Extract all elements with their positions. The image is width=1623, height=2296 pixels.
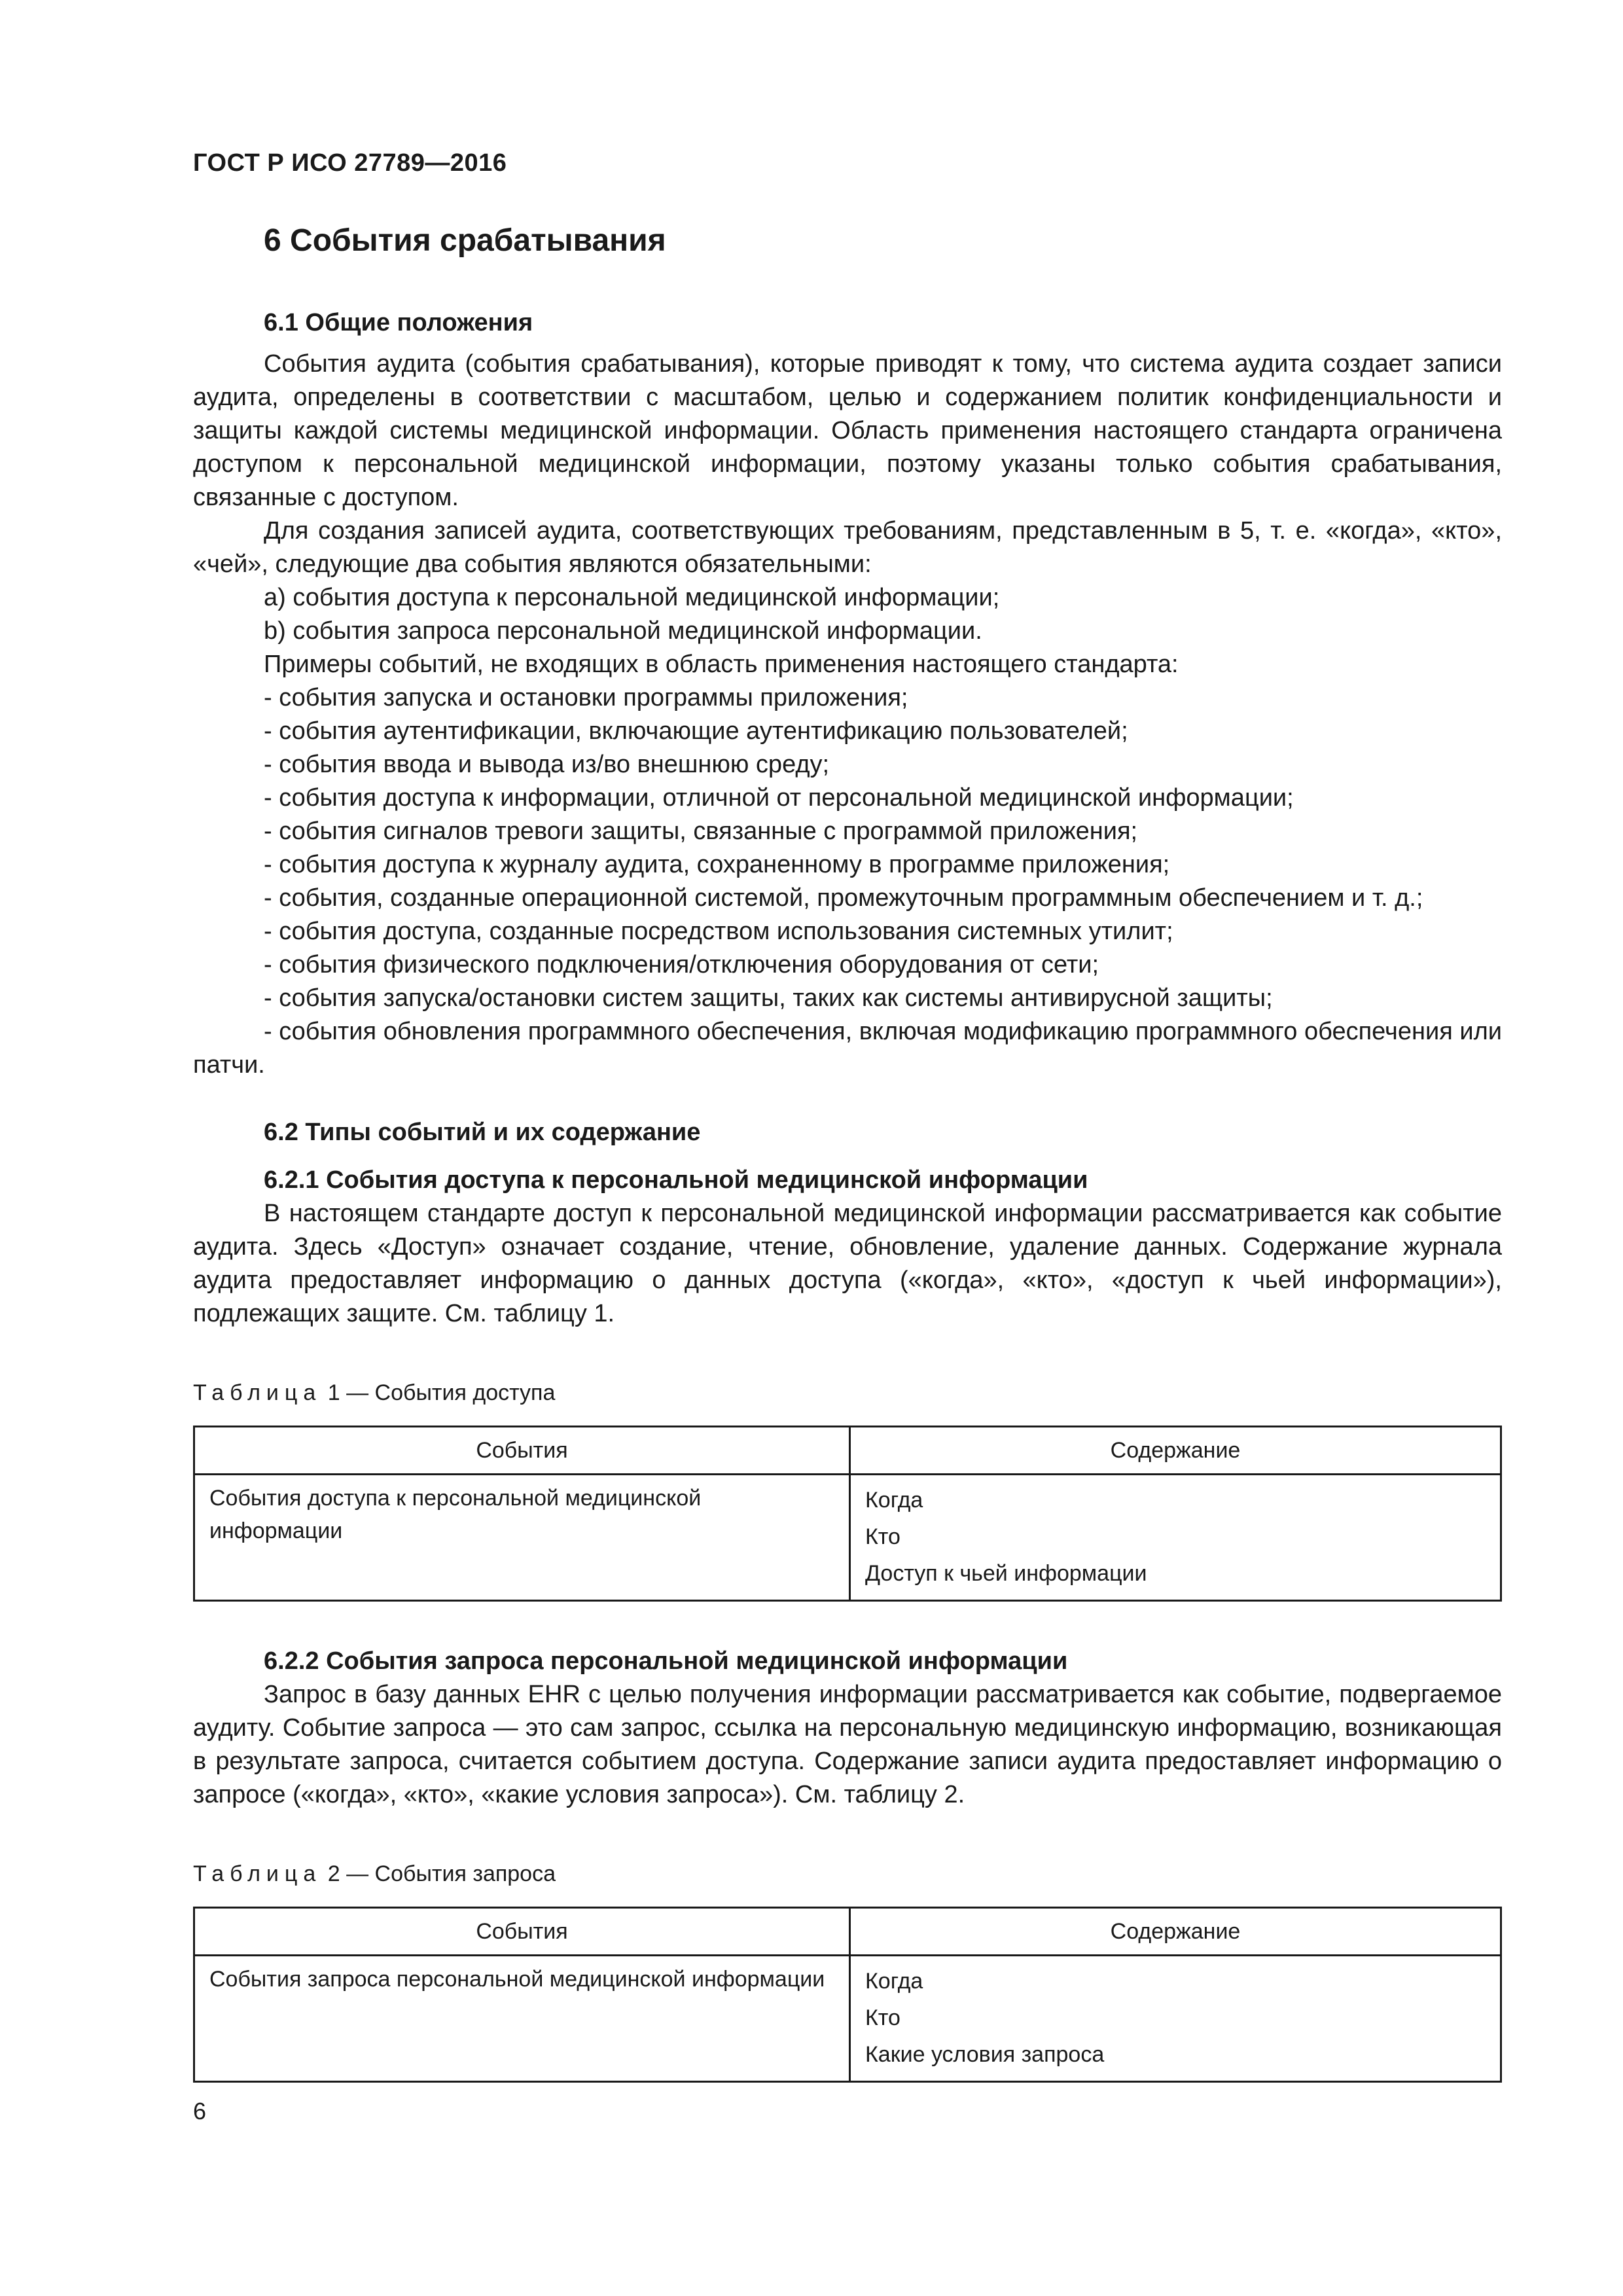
- list-item: - события доступа, созданные посредством использования системных утилит;: [264, 918, 1173, 945]
- document-code-header: ГОСТ Р ИСО 27789—2016: [193, 149, 507, 177]
- page-number: 6: [193, 2098, 207, 2125]
- paragraph-6-1-requirements: Для создания записей аудита, соответствующих требованиям, представленным в 5, т. е. «когда», «кто», «чей», следующие два события являются обязательными:: [193, 517, 1502, 578]
- table-row: [194, 1475, 1501, 1601]
- content-line: Когда: [865, 1969, 923, 1994]
- paragraph-examples-intro: Примеры событий, не входящих в область применения настоящего стандарта:: [264, 651, 1179, 678]
- section-title: 6 События срабатывания: [264, 223, 666, 258]
- examples-list: [193, 681, 1502, 1082]
- list-item: - события доступа к журналу аудита, сохраненному в программе приложения;: [264, 851, 1170, 878]
- list-item: - события сигналов тревоги защиты, связанные с программой приложения;: [264, 817, 1138, 845]
- list-item: - события доступа к информации, отличной от персональной медицинской информации;: [264, 784, 1294, 812]
- content-line: Кто: [865, 1524, 901, 1549]
- paragraph-6-1-intro: События аудита (события срабатывания), которые приводят к тому, что система аудита создает записи аудита, определены в соответствии с масштабом, целью и содержанием политик конфиденциальности и защиты каждой системы медицинской информации. Область применения настоящего стандарта ограничена доступом к персональной медицинской информации, поэтому указаны только события срабатывания, связанные с доступом.: [193, 350, 1502, 511]
- list-item: - события аутентификации, включающие аутентификацию пользователей;: [264, 717, 1128, 745]
- list-item: - события ввода и вывода из/во внешнюю среду;: [264, 751, 830, 778]
- table-cell-event: События запроса персональной медицинской информации: [194, 1956, 850, 2082]
- subsection-heading-6-2: 6.2 Типы событий и их содержание: [264, 1119, 701, 1146]
- table-header-row: [194, 1427, 1501, 1475]
- subsection-heading-6-1: 6.1 Общие положения: [264, 309, 533, 336]
- paragraph-6-2-1: В настоящем стандарте доступ к персональной медицинской информации рассматривается как событие аудита. Здесь «Доступ» означает создание, чтение, обновление, удаление данных. Содержание журнала аудита предоставляет информацию о данных доступа («когда», «кто», «доступ к чьей информации»), подлежащих защите. См. таблицу 1.: [193, 1200, 1502, 1327]
- list-item: - события запуска/остановки систем защиты, таких как системы антивирусной защиты;: [264, 984, 1273, 1012]
- list-item-a: а) события доступа к персональной медицинской информации;: [264, 584, 1000, 611]
- column-header-content: Содержание: [850, 1427, 1501, 1475]
- list-item: - события обновления программного обеспечения, включая модификацию программного обеспечения или патчи.: [193, 1018, 1502, 1079]
- table-caption-text: 1 — События доступа: [321, 1380, 556, 1405]
- paragraph-6-2-2: Запрос в базу данных EHR с целью получения информации рассматривается как событие, подвергаемое аудиту. Событие запроса — это сам запрос, ссылка на персональную медицинскую информацию, возникающая в результате запроса, считается событием доступа. Содержание записи аудита предоставляет информацию о запросе («когда», «кто», «какие условия запроса»). См. таблицу 2.: [193, 1681, 1502, 1808]
- table-1-access-events: [193, 1426, 1502, 1602]
- column-header-events: События: [194, 1908, 850, 1956]
- content-line: Какие условия запроса: [865, 2042, 1105, 2067]
- list-item: - события запуска и остановки программы приложения;: [264, 684, 908, 711]
- subsection-heading-6-2-2: 6.2.2 События запроса персональной медицинской информации: [264, 1647, 1068, 1675]
- content-flow: [193, 306, 1502, 2083]
- table-caption-label: Таблица: [193, 1861, 322, 1886]
- content-line: Когда: [865, 1488, 923, 1513]
- table-1-caption: [193, 1376, 1502, 1410]
- content-line: Кто: [865, 2005, 901, 2030]
- table-row: [194, 1956, 1501, 2082]
- table-cell-content: [850, 1475, 1501, 1601]
- column-header-events: События: [194, 1427, 850, 1475]
- table-2-query-events: [193, 1907, 1502, 2083]
- list-item: - события, созданные операционной системой, промежуточным программным обеспечением и т. д.;: [264, 884, 1423, 912]
- subsection-heading-6-2-1: 6.2.1 События доступа к персональной медицинской информации: [264, 1166, 1088, 1194]
- column-header-content: Содержание: [850, 1908, 1501, 1956]
- list-item-b: b) события запроса персональной медицинской информации.: [264, 617, 982, 645]
- table-caption-text: 2 — События запроса: [321, 1861, 556, 1886]
- content-line: Доступ к чьей информации: [865, 1561, 1147, 1586]
- table-cell-content: [850, 1956, 1501, 2082]
- table-2-caption: [193, 1857, 1502, 1891]
- table-cell-event: События доступа к персональной медицинской информации: [194, 1475, 850, 1601]
- table-header-row: [194, 1908, 1501, 1956]
- table-caption-label: Таблица: [193, 1380, 322, 1405]
- list-item: - события физического подключения/отключения оборудования от сети;: [264, 951, 1099, 978]
